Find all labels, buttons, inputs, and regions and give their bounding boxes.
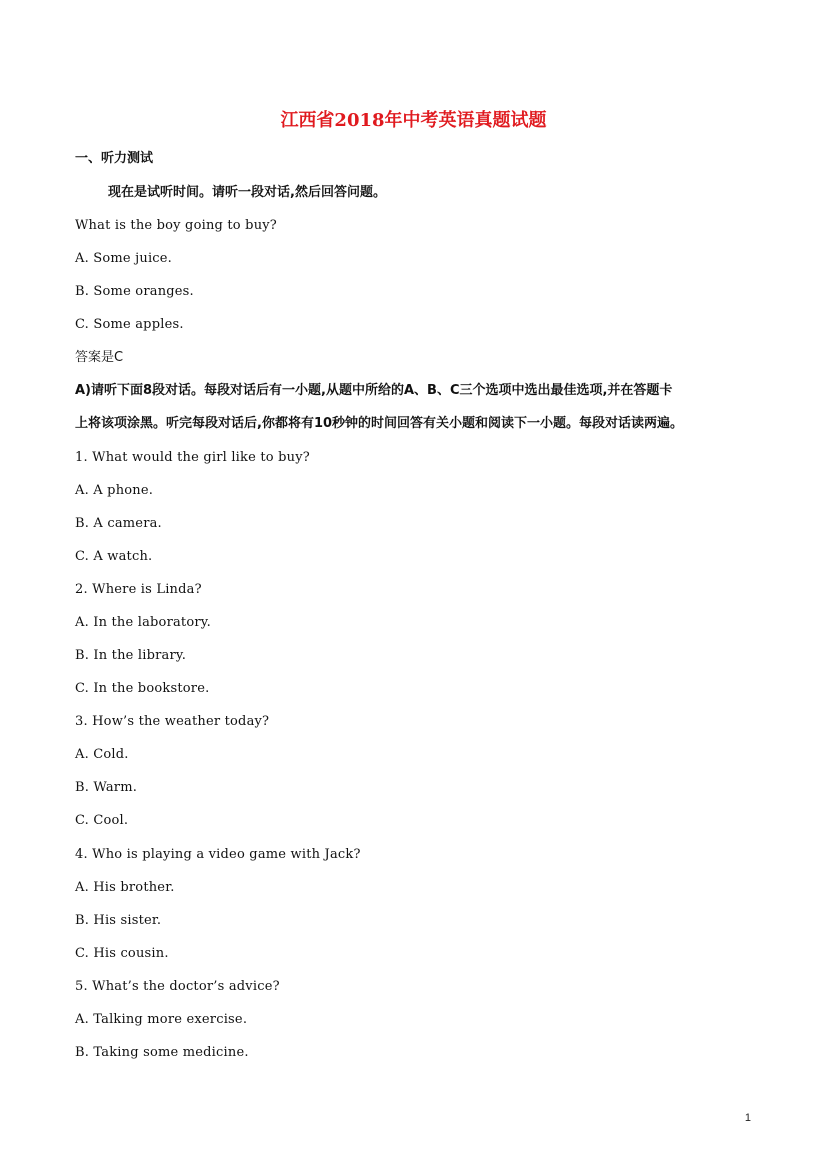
question-option: A. Talking more exercise. (75, 1012, 248, 1027)
question-1: 1. What would the girl like to buy? (75, 450, 310, 465)
question-4: 4. Who is playing a video game with Jack? (75, 847, 361, 862)
question-option: A. A phone. (75, 483, 154, 498)
section-heading: 一、听力测试 (75, 151, 154, 166)
page-number: 1 (744, 1112, 751, 1124)
question-option: B. In the library. (75, 648, 187, 663)
example-option: C. Some apples. (75, 317, 184, 332)
question-3: 3. How’s the weather today? (75, 714, 270, 729)
question-option: B. A camera. (75, 516, 162, 531)
example-option: B. Some oranges. (75, 284, 194, 299)
question-option: A. Cold. (75, 747, 129, 762)
page-title: 江西省2018年中考英语真题试题 (280, 110, 547, 131)
example-instruction: 现在是试听时间。请听一段对话,然后回答问题。 (108, 185, 386, 200)
part-a-instruction-line1: A)请听下面8段对话。每段对话后有一小题,从题中所给的A、B、C三个选项中选出最佳选项,并在答题卡 (75, 383, 673, 398)
example-option: A. Some juice. (75, 251, 173, 266)
example-question: What is the boy going to buy? (75, 218, 277, 233)
example-answer: 答案是C (75, 350, 124, 365)
question-option: A. In the laboratory. (75, 615, 211, 630)
question-option: B. Taking some medicine. (75, 1045, 249, 1060)
question-option: A. His brother. (75, 880, 175, 895)
part-a-instruction-line2: 上将该项涂黑。听完每段对话后,你都将有10秒钟的时间回答有关小题和阅读下一小题。每段对话读两遍。 (75, 416, 684, 431)
question-option: B. Warm. (75, 780, 138, 795)
question-option: B. His sister. (75, 913, 162, 928)
question-option: C. In the bookstore. (75, 681, 210, 696)
question-5: 5. What’s the doctor’s advice? (75, 979, 280, 994)
question-option: C. Cool. (75, 813, 129, 828)
question-option: C. His cousin. (75, 946, 169, 961)
question-option: C. A watch. (75, 549, 153, 564)
question-2: 2. Where is Linda? (75, 582, 202, 597)
